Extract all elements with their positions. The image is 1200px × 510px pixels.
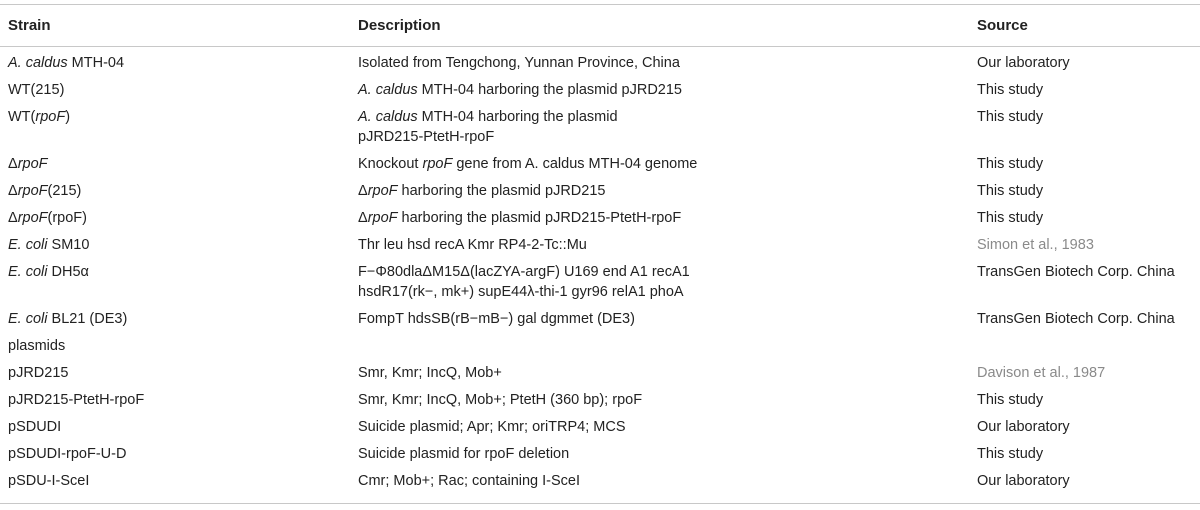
table-row bbox=[0, 363, 1200, 390]
strain-prefix: WT( bbox=[8, 109, 36, 125]
strain-cell bbox=[0, 309, 358, 336]
description-text: F−Φ80dlaΔM15Δ(lacZYA-argF) U169 end A1 recA1 bbox=[358, 264, 690, 280]
strain-text: pJRD215-PtetH-rpoF bbox=[8, 392, 145, 408]
table-body bbox=[0, 46, 1200, 498]
source-cell: This study bbox=[977, 392, 1044, 408]
strain-italic: rpoF bbox=[17, 183, 48, 199]
strain-cell bbox=[0, 154, 358, 181]
source-cell: This study bbox=[977, 82, 1044, 98]
description-prefix: Δ bbox=[358, 183, 368, 199]
strain-text: SM10 bbox=[47, 237, 90, 253]
table-row bbox=[0, 390, 1200, 417]
description-cell bbox=[358, 336, 977, 363]
strain-italic: rpoF bbox=[35, 109, 66, 125]
description-text-line2: pJRD215-PtetH-rpoF bbox=[358, 129, 495, 145]
source-cell: Our laboratory bbox=[977, 55, 1070, 71]
description-cell bbox=[358, 107, 977, 154]
strain-text: pSDUDI bbox=[8, 419, 62, 435]
table-row bbox=[0, 107, 1200, 154]
description-text: gene from A. caldus MTH-04 genome bbox=[452, 156, 698, 172]
description-cell bbox=[358, 390, 977, 417]
strain-cell bbox=[0, 390, 358, 417]
description-cell bbox=[358, 235, 977, 262]
strain-cell bbox=[0, 181, 358, 208]
description-text: Suicide plasmid; Apr; Kmr; oriTRP4; MCS bbox=[358, 419, 626, 435]
description-text: Smr, Kmr; IncQ, Mob+; PtetH (360 bp); rpoF bbox=[358, 392, 643, 408]
description-prefix: Knockout bbox=[358, 156, 423, 172]
strain-italic: rpoF bbox=[17, 156, 48, 172]
description-cell bbox=[358, 154, 977, 181]
description-cell bbox=[358, 417, 977, 444]
description-text: Isolated from Tengchong, Yunnan Province, China bbox=[358, 55, 680, 71]
description-prefix: Δ bbox=[358, 210, 368, 226]
table-row bbox=[0, 471, 1200, 498]
strain-text: pSDU-I-SceI bbox=[8, 473, 90, 489]
table-row bbox=[0, 181, 1200, 208]
description-cell bbox=[358, 181, 977, 208]
source-cell: Our laboratory bbox=[977, 473, 1070, 489]
strain-text: DH5α bbox=[47, 264, 89, 280]
strain-cell bbox=[0, 336, 358, 363]
source-header: Source bbox=[977, 17, 1028, 34]
strain-text: pJRD215 bbox=[8, 365, 69, 381]
strain-cell bbox=[0, 444, 358, 471]
strain-text: BL21 (DE3) bbox=[47, 311, 128, 327]
strain-cell bbox=[0, 235, 358, 262]
description-header: Description bbox=[358, 17, 441, 34]
strain-text: (rpoF) bbox=[47, 210, 87, 226]
table-row bbox=[0, 80, 1200, 107]
description-cell bbox=[358, 262, 977, 309]
source-reference[interactable]: Davison et al., 1987 bbox=[977, 365, 1106, 381]
table-row bbox=[0, 154, 1200, 181]
description-text: harboring the plasmid pJRD215-PtetH-rpoF bbox=[397, 210, 682, 226]
strain-table bbox=[0, 5, 1200, 498]
strain-italic: E. coli bbox=[8, 237, 48, 253]
table-row bbox=[0, 208, 1200, 235]
table-row bbox=[0, 336, 1200, 363]
description-text: MTH-04 harboring the plasmid pJRD215 bbox=[417, 82, 682, 98]
description-italic: A. caldus bbox=[358, 109, 418, 125]
strain-prefix: Δ bbox=[8, 210, 18, 226]
strain-italic: rpoF bbox=[17, 210, 48, 226]
description-italic: rpoF bbox=[367, 210, 398, 226]
strain-text: WT(215) bbox=[8, 82, 65, 98]
description-text: Cmr; Mob+; Rac; containing I-SceI bbox=[358, 473, 581, 489]
strain-cell bbox=[0, 208, 358, 235]
description-cell bbox=[358, 80, 977, 107]
strain-italic: E. coli bbox=[8, 311, 48, 327]
source-cell: Our laboratory bbox=[977, 419, 1070, 435]
header-row bbox=[0, 5, 1200, 46]
strain-text: ) bbox=[65, 109, 71, 125]
source-reference[interactable]: Simon et al., 1983 bbox=[977, 237, 1094, 253]
bottom-rule bbox=[0, 503, 1200, 504]
description-cell bbox=[358, 444, 977, 471]
description-text: harboring the plasmid pJRD215 bbox=[397, 183, 606, 199]
source-cell: This study bbox=[977, 446, 1044, 462]
strain-prefix: Δ bbox=[8, 156, 18, 172]
description-text: MTH-04 harboring the plasmid bbox=[417, 109, 618, 125]
strain-italic: E. coli bbox=[8, 264, 48, 280]
table-row bbox=[0, 417, 1200, 444]
description-text-line2: hsdR17(rk−, mk+) supE44λ-thi-1 gyr96 relA1 phoA bbox=[358, 284, 684, 300]
source-cell: TransGen Biotech Corp. China bbox=[977, 264, 1175, 280]
description-italic: rpoF bbox=[422, 156, 453, 172]
strain-cell bbox=[0, 80, 358, 107]
description-cell bbox=[358, 46, 977, 80]
strain-cell bbox=[0, 363, 358, 390]
source-cell: TransGen Biotech Corp. China bbox=[977, 311, 1175, 327]
strain-text: plasmids bbox=[8, 338, 66, 354]
source-cell: This study bbox=[977, 156, 1044, 172]
description-cell bbox=[358, 208, 977, 235]
strain-prefix: Δ bbox=[8, 183, 18, 199]
strain-cell bbox=[0, 417, 358, 444]
strain-text: (215) bbox=[47, 183, 82, 199]
description-cell bbox=[358, 363, 977, 390]
table-row bbox=[0, 262, 1200, 309]
strain-header: Strain bbox=[8, 17, 51, 34]
source-cell: This study bbox=[977, 210, 1044, 226]
strain-cell bbox=[0, 471, 358, 498]
strain-text: pSDUDI-rpoF-U-D bbox=[8, 446, 127, 462]
table-row bbox=[0, 444, 1200, 471]
description-text: Suicide plasmid for rpoF deletion bbox=[358, 446, 570, 462]
strain-text: MTH-04 bbox=[67, 55, 125, 71]
strain-cell bbox=[0, 262, 358, 309]
strain-cell bbox=[0, 107, 358, 154]
table-row bbox=[0, 309, 1200, 336]
strain-cell bbox=[0, 46, 358, 80]
description-text: Smr, Kmr; IncQ, Mob+ bbox=[358, 365, 502, 381]
description-italic: rpoF bbox=[367, 183, 398, 199]
description-text: Thr leu hsd recA Kmr RP4-2-Tc::Mu bbox=[358, 237, 587, 253]
description-cell bbox=[358, 309, 977, 336]
table-row bbox=[0, 46, 1200, 80]
strain-italic: A. caldus bbox=[8, 55, 68, 71]
description-italic: A. caldus bbox=[358, 82, 418, 98]
description-text: FompT hdsSB(rB−mB−) gal dgmmet (DE3) bbox=[358, 311, 635, 327]
description-cell bbox=[358, 471, 977, 498]
source-cell: This study bbox=[977, 183, 1044, 199]
source-cell: This study bbox=[977, 109, 1044, 125]
source-cell bbox=[977, 336, 1200, 363]
table-row bbox=[0, 235, 1200, 262]
